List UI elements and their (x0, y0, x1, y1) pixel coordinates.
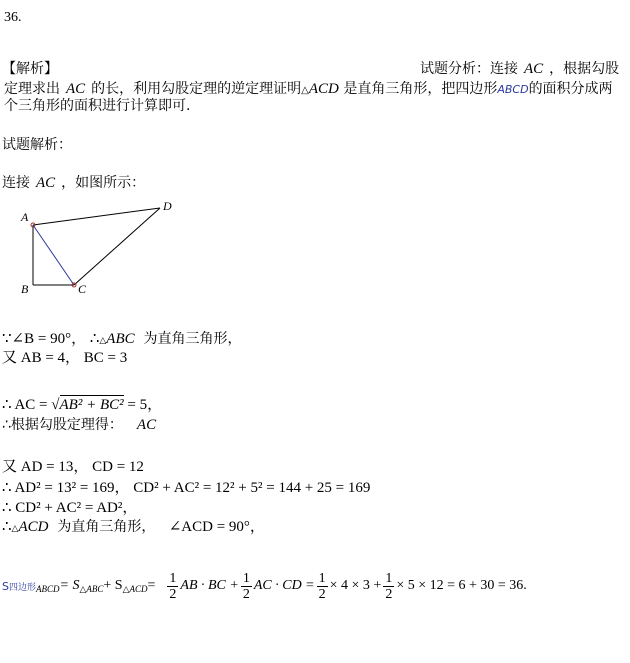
step-1: ∵∠B = 90°， ∴△ABC 为直角三角形， (2, 331, 242, 347)
fraction-half-3: $\frac{1}{2}$ (318, 570, 326, 602)
step-7: ∴ CD² + AC² = AD²， (2, 500, 138, 516)
label-c: C (78, 282, 87, 296)
segment-ad (33, 208, 160, 225)
analysis-hint-line1: 试题分析：连接 AC ，根据勾股 (420, 61, 620, 77)
label-d: D (163, 199, 172, 213)
analysis-line3: 个三角形的面积进行计算即可. (4, 98, 191, 114)
fraction-half-1: $\frac{1}{2}$ (169, 570, 177, 602)
segment-cd (74, 208, 160, 285)
fraction-half-2: $\frac{1}{2}$ (242, 570, 250, 602)
analysis-header: 【解析】 (2, 61, 58, 77)
step-4: ∴根据勾股定理得： AC (2, 417, 157, 433)
connect-line: 连接 AC ，如图所示： (2, 175, 146, 191)
solution-header: 试题解析： (2, 137, 72, 153)
area-calculation: S 四边形 ABCD = S △ABC + S △ACD = $\frac{1}{2}$ AB · BC + $\frac{1}{2}$ AC · CD = $\frac{1}{2}$ × 4 × 3 + $\frac{1}{2}$ × 5 × 12 = 6 + 30 = 36. (2, 570, 527, 602)
step-8: ∴△ACD 为直角三角形， ∠ACD = 90°， (2, 519, 265, 535)
fraction-half-4: $\frac{1}{2}$ (385, 570, 393, 602)
question-number: 36. (4, 10, 22, 25)
analysis-line2: 定理求出 AC 的长，利用勾股定理的逆定理证明△ACD 是直角三角形，把四边形ABCD的面积分成两 (4, 81, 613, 97)
quadrilateral-figure (14, 196, 184, 300)
label-b: B (21, 282, 29, 296)
segment-ac (33, 225, 74, 285)
step-5: 又 AD = 13， CD = 12 (2, 459, 144, 475)
label-a: A (21, 210, 29, 224)
step-3: ∴ AC = √AB² + BC² = 5， (2, 397, 163, 413)
step-2: 又 AB = 4， BC = 3 (2, 350, 128, 366)
step-6: ∴ AD² = 13² = 169， CD² + AC² = 12² + 5² = 144 + 25 = 169 (2, 480, 371, 496)
